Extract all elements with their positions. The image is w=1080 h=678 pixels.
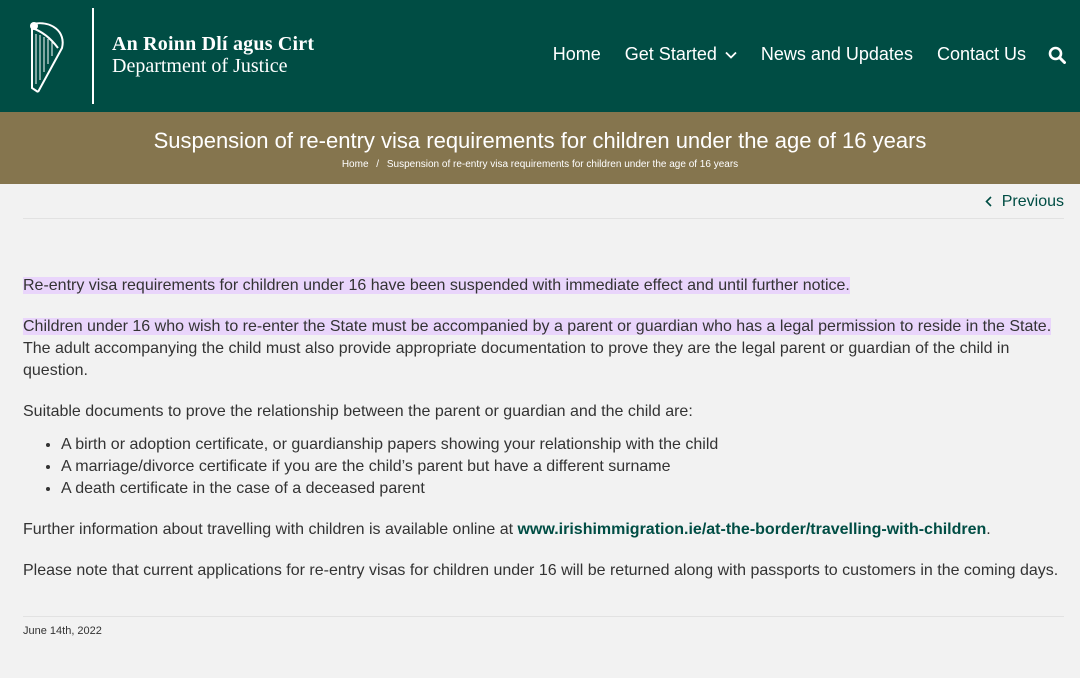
paragraph-4 xyxy=(23,519,1064,541)
main-content xyxy=(0,184,1080,637)
nav-home[interactable] xyxy=(553,44,601,65)
breadcrumb-current: Suspension of re-entry visa requirements for children under the age of 16 years xyxy=(386,159,739,170)
breadcrumb xyxy=(0,159,1080,170)
search-icon xyxy=(1048,46,1066,64)
paragraph-1 xyxy=(23,275,1064,297)
nav-home-label: Home xyxy=(552,44,601,64)
nav-get-started-label: Get Started xyxy=(624,44,717,64)
highlighted-text: Children under 16 who wish to re-enter the State must be accompanied by a parent or guardian who has a legal permission to reside in the State. xyxy=(23,318,1052,335)
nav-get-started[interactable] xyxy=(625,44,737,65)
paragraph-2 xyxy=(23,316,1064,382)
documents-list xyxy=(23,434,1064,500)
chevron-left-icon xyxy=(985,196,992,207)
harp-logo-icon[interactable] xyxy=(22,18,70,98)
post-navigation xyxy=(23,184,1064,219)
breadcrumb-home[interactable]: Home xyxy=(341,159,369,170)
site-header xyxy=(0,0,1080,112)
post-date: June 14th, 2022 xyxy=(23,625,102,637)
article-body xyxy=(23,275,1064,582)
brand[interactable] xyxy=(112,33,314,77)
nav-contact-us[interactable] xyxy=(937,44,1026,65)
paragraph-4-text: Further information about travelling with children is available online at xyxy=(23,521,518,538)
paragraph-5: Please note that current applications for re-entry visas for children under 16 will be returned along with passports to customers in the coming days. xyxy=(23,562,1059,579)
brand-english-name: Department of Justice xyxy=(112,55,288,77)
search-button[interactable] xyxy=(1048,46,1066,64)
list-item: • A marriage/divorce certificate if you are the child’s parent but have a different surname xyxy=(61,456,1064,478)
travelling-with-children-link[interactable]: www.irishimmigration.ie/at-the-border/travelling-with-children xyxy=(517,521,987,538)
main-nav xyxy=(529,44,1066,65)
list-item: • A birth or adoption certificate, or guardianship papers showing your relationship with the child xyxy=(61,434,1064,456)
previous-link[interactable] xyxy=(985,193,1064,211)
nav-contact-label: Contact Us xyxy=(936,44,1026,64)
header-divider xyxy=(92,8,94,104)
list-item: • A death certificate in the case of a deceased parent xyxy=(61,478,1064,500)
paragraph-3: Suitable documents to prove the relationship between the parent or guardian and the child are: xyxy=(23,403,693,420)
breadcrumb-separator: / xyxy=(376,159,380,170)
paragraph-2-rest: The adult accompanying the child must also provide appropriate documentation to prove they are the legal parent or guardian of the child in question. xyxy=(23,340,1010,379)
previous-label: Previous xyxy=(1001,192,1064,210)
paragraph-4-end: . xyxy=(986,521,991,538)
meta-divider xyxy=(23,616,1064,617)
nav-news-and-updates[interactable] xyxy=(761,44,913,65)
page-title: Suspension of re-entry visa requirements for children under the age of 16 years xyxy=(153,128,927,153)
page-title-band xyxy=(0,112,1080,184)
chevron-down-icon xyxy=(725,51,737,59)
brand-irish-name: An Roinn Dlí agus Cirt xyxy=(112,33,315,55)
highlighted-text: Re-entry visa requirements for children under 16 have been suspended with immediate effect and until further notice. xyxy=(23,277,850,294)
nav-news-label: News and Updates xyxy=(760,44,913,64)
